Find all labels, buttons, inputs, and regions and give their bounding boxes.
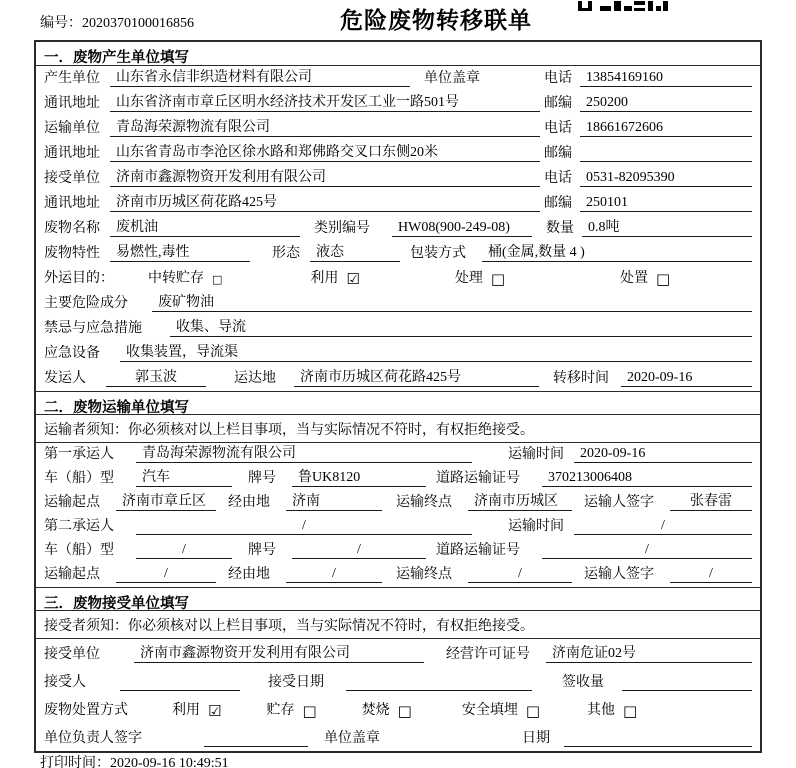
section2-header: 二．废物运输单位填写 bbox=[36, 391, 760, 415]
checkbox-incinerate bbox=[362, 699, 412, 719]
transfer-purpose-row bbox=[44, 266, 752, 291]
checkbox-label: 其他 bbox=[587, 703, 616, 718]
qr-code-icon bbox=[578, 0, 668, 16]
packaging-value: 桶(金属,数量 4 ) bbox=[482, 241, 752, 262]
road-license-value: / bbox=[542, 542, 752, 559]
section1-body bbox=[36, 66, 760, 391]
carrier-value: / bbox=[136, 518, 472, 535]
phone-label: 电话 bbox=[544, 171, 572, 186]
plate-label: 牌号 bbox=[248, 471, 276, 486]
characteristics-value: 易燃性,毒性 bbox=[110, 241, 250, 262]
receiver-row bbox=[44, 166, 752, 191]
carrier-label: 第二承运人 bbox=[44, 519, 114, 534]
transport-time-label: 运输时间 bbox=[508, 447, 564, 462]
carrier-sign-label: 运输人签字 bbox=[584, 567, 654, 582]
hazard-label: 主要危险成分 bbox=[44, 296, 128, 311]
zip-value bbox=[580, 161, 752, 162]
origin-label: 运输起点 bbox=[44, 567, 100, 582]
address-value: 济南市历城区荷花路425号 bbox=[110, 191, 540, 212]
phone-value: 18661672606 bbox=[580, 120, 752, 137]
print-time-value: 2020-09-16 10:49:51 bbox=[110, 756, 229, 768]
section3-header: 三．废物接受单位填写 bbox=[36, 587, 760, 611]
hazard-components-row bbox=[44, 291, 752, 316]
address-label: 通讯地址 bbox=[44, 146, 100, 161]
checkbox-icon: □ bbox=[656, 270, 671, 288]
unit-seal-label: 单位盖章 bbox=[424, 71, 480, 86]
road-license-value: 370213006408 bbox=[542, 470, 752, 487]
accept-date-label: 接受日期 bbox=[268, 675, 324, 690]
waste-name-value: 废机油 bbox=[110, 216, 300, 237]
road-license-label: 道路运输证号 bbox=[436, 471, 520, 486]
carrier-value: 青岛海荣源物流有限公司 bbox=[136, 442, 472, 463]
checkbox-icon: □ bbox=[302, 702, 317, 720]
accept-unit-row bbox=[44, 639, 752, 667]
checkbox-transit-storage bbox=[148, 267, 222, 287]
vehicle-type-label: 车（船）型 bbox=[44, 543, 114, 558]
quantity-label: 数量 bbox=[546, 221, 574, 236]
checkbox-store bbox=[266, 699, 316, 719]
form-label: 形态 bbox=[272, 246, 300, 261]
via-value: / bbox=[286, 566, 382, 583]
hazard-value: 废矿物油 bbox=[152, 291, 752, 312]
address-label: 通讯地址 bbox=[44, 196, 100, 211]
phone-label: 电话 bbox=[544, 121, 572, 136]
accept-unit-label: 接受单位 bbox=[44, 647, 100, 662]
producer-value: 山东省永信非织造材料有限公司 bbox=[110, 66, 410, 87]
via-label: 经由地 bbox=[228, 567, 270, 582]
emergency-measures-row bbox=[44, 316, 752, 341]
end-value: 济南市历城区 bbox=[468, 490, 572, 511]
form-value: 液态 bbox=[310, 241, 400, 262]
destination-value: 济南市历城区荷花路425号 bbox=[294, 366, 539, 387]
date-label: 日期 bbox=[522, 731, 550, 746]
unit-seal-label: 单位盖章 bbox=[324, 731, 380, 746]
route-row bbox=[44, 491, 752, 515]
end-label: 运输终点 bbox=[396, 495, 452, 510]
carrier-sign-label: 运输人签字 bbox=[584, 495, 654, 510]
checkbox-other bbox=[587, 699, 637, 719]
transfer-date-value: 2020-09-16 bbox=[621, 370, 752, 387]
destination-label: 运达地 bbox=[234, 371, 276, 386]
phone-value: 13854169160 bbox=[580, 70, 752, 87]
road-license-label: 道路运输证号 bbox=[436, 543, 520, 558]
second-carrier-row bbox=[44, 515, 752, 539]
serial-value: 2020370100016856 bbox=[82, 16, 194, 31]
checkbox-icon: □ bbox=[525, 702, 541, 720]
zip-label: 邮编 bbox=[544, 146, 572, 161]
producer-row bbox=[44, 66, 752, 91]
vehicle-type-label: 车（船）型 bbox=[44, 471, 114, 486]
shipper-row bbox=[44, 366, 752, 391]
origin-label: 运输起点 bbox=[44, 495, 100, 510]
emergency-equipment-row bbox=[44, 341, 752, 366]
recipient-label: 接受人 bbox=[44, 675, 86, 690]
signed-amount-value bbox=[622, 690, 752, 691]
zip-value: 250101 bbox=[580, 195, 752, 212]
date-value bbox=[564, 746, 752, 747]
zip-label: 邮编 bbox=[544, 196, 572, 211]
address-label: 通讯地址 bbox=[44, 96, 100, 111]
vehicle-type-value: / bbox=[136, 542, 232, 559]
vehicle-type-value: 汽车 bbox=[136, 466, 232, 487]
producer-label: 产生单位 bbox=[44, 71, 100, 86]
section1-header: 一．废物产生单位填写 bbox=[36, 42, 760, 66]
section2-body bbox=[36, 443, 760, 587]
transport-time-value: / bbox=[574, 518, 752, 535]
checkbox-dispose bbox=[620, 267, 670, 287]
transporter-notice: 运输者须知：你必须核对以上栏目事项，当与实际情况不符时，有权拒绝接受。 bbox=[36, 415, 760, 443]
equipment-value: 收集装置，导流渠 bbox=[120, 341, 752, 362]
purpose-label: 外运目的： bbox=[44, 271, 114, 286]
shipper-label: 发运人 bbox=[44, 371, 86, 386]
origin-value: 济南市章丘区 bbox=[116, 490, 216, 511]
plate-value: 鲁UK8120 bbox=[292, 466, 426, 487]
manifest-form bbox=[34, 40, 762, 753]
recipient-row bbox=[44, 667, 752, 695]
checkbox-icon: □ bbox=[212, 273, 223, 286]
route-row-2 bbox=[44, 563, 752, 587]
responsible-sign-row bbox=[44, 723, 752, 751]
checkbox-icon: □ bbox=[623, 702, 638, 720]
checkbox-label: 利用 bbox=[172, 703, 200, 718]
via-label: 经由地 bbox=[228, 495, 270, 510]
checkbox-label: 安全填埋 bbox=[461, 703, 518, 718]
transfer-date-label: 转移时间 bbox=[553, 371, 609, 386]
transporter-address-row bbox=[44, 141, 752, 166]
checkbox-checked-icon: ☑ bbox=[346, 270, 360, 288]
permit-label: 经营许可证号 bbox=[446, 647, 530, 662]
transport-time-label: 运输时间 bbox=[508, 519, 564, 534]
transporter-label: 运输单位 bbox=[44, 121, 100, 136]
recipient-value bbox=[120, 690, 240, 691]
checkbox-utilize bbox=[310, 267, 359, 287]
zip-label: 邮编 bbox=[544, 96, 572, 111]
checkbox-label: 处置 bbox=[620, 271, 649, 286]
via-value: 济南 bbox=[286, 490, 382, 511]
zip-value: 250200 bbox=[580, 95, 752, 112]
checkbox-utilize bbox=[172, 699, 221, 719]
address-value: 山东省青岛市李沧区徐水路和郑佛路交叉口东侧20米 bbox=[110, 141, 540, 162]
phone-label: 电话 bbox=[544, 71, 572, 86]
checkbox-label: 处理 bbox=[454, 271, 483, 286]
section3-body bbox=[36, 639, 760, 751]
checkbox-icon: □ bbox=[490, 270, 506, 288]
checkbox-label: 贮存 bbox=[266, 703, 295, 718]
shipper-value: 郭玉波 bbox=[106, 366, 206, 387]
page-title: 危险废物转移联单 bbox=[340, 8, 532, 33]
receiver-notice: 接受者须知：你必须核对以上栏目事项，当与实际情况不符时，有权拒绝接受。 bbox=[36, 611, 760, 639]
quantity-value: 0.8吨 bbox=[582, 216, 752, 237]
producer-address-row bbox=[44, 91, 752, 116]
checkbox-label: 中转贮存 bbox=[148, 271, 204, 286]
checkbox-checked-icon: ☑ bbox=[208, 702, 222, 720]
category-label: 类别编号 bbox=[314, 221, 370, 236]
vehicle-row-2 bbox=[44, 539, 752, 563]
disposal-method-row bbox=[44, 695, 752, 723]
carrier-sign-value: 张春雷 bbox=[670, 490, 752, 511]
first-carrier-row bbox=[44, 443, 752, 467]
plate-value: / bbox=[292, 542, 426, 559]
vehicle-row bbox=[44, 467, 752, 491]
transporter-row bbox=[44, 116, 752, 141]
plate-label: 牌号 bbox=[248, 543, 276, 558]
responsible-sign-label: 单位负责人签字 bbox=[44, 731, 142, 746]
carrier-label: 第一承运人 bbox=[44, 447, 114, 462]
carrier-sign-value: / bbox=[670, 566, 752, 583]
checkbox-treat bbox=[455, 267, 505, 287]
checkbox-label: 焚烧 bbox=[361, 703, 390, 718]
print-time-line bbox=[40, 752, 229, 768]
phone-value: 0531-82095390 bbox=[580, 170, 752, 187]
category-value: HW08(900-249-08) bbox=[392, 220, 532, 237]
accept-unit-value: 济南市鑫源物资开发利用有限公司 bbox=[134, 642, 424, 663]
origin-value: / bbox=[116, 566, 216, 583]
signed-amount-label: 签收量 bbox=[562, 675, 604, 690]
receiver-address-row bbox=[44, 191, 752, 216]
receiver-value: 济南市鑫源物资开发利用有限公司 bbox=[110, 166, 540, 187]
characteristics-label: 废物特性 bbox=[44, 246, 100, 261]
disposal-label: 废物处置方式 bbox=[44, 703, 128, 718]
receiver-label: 接受单位 bbox=[44, 171, 100, 186]
accept-date-value bbox=[346, 690, 532, 691]
end-label: 运输终点 bbox=[396, 567, 452, 582]
waste-name-label: 废物名称 bbox=[44, 221, 100, 236]
end-value: / bbox=[468, 566, 572, 583]
packaging-label: 包装方式 bbox=[410, 246, 466, 261]
emergency-label: 禁忌与应急措施 bbox=[44, 321, 142, 336]
transporter-value: 青岛海荣源物流有限公司 bbox=[110, 116, 540, 137]
print-time-label: 打印时间： bbox=[40, 756, 110, 768]
waste-characteristics-row bbox=[44, 241, 752, 266]
checkbox-icon: □ bbox=[397, 702, 412, 720]
address-value: 山东省济南市章丘区明水经济技术开发区工业一路501号 bbox=[110, 91, 540, 112]
serial-label: 编号： bbox=[40, 16, 82, 31]
waste-name-row bbox=[44, 216, 752, 241]
responsible-sign-value bbox=[204, 746, 308, 747]
transport-time-value: 2020-09-16 bbox=[574, 446, 752, 463]
equipment-label: 应急设备 bbox=[44, 346, 100, 361]
emergency-value: 收集、导流 bbox=[170, 316, 752, 337]
checkbox-label: 利用 bbox=[310, 271, 339, 286]
permit-value: 济南危证02号 bbox=[546, 642, 752, 663]
checkbox-safe-landfill bbox=[462, 699, 540, 719]
